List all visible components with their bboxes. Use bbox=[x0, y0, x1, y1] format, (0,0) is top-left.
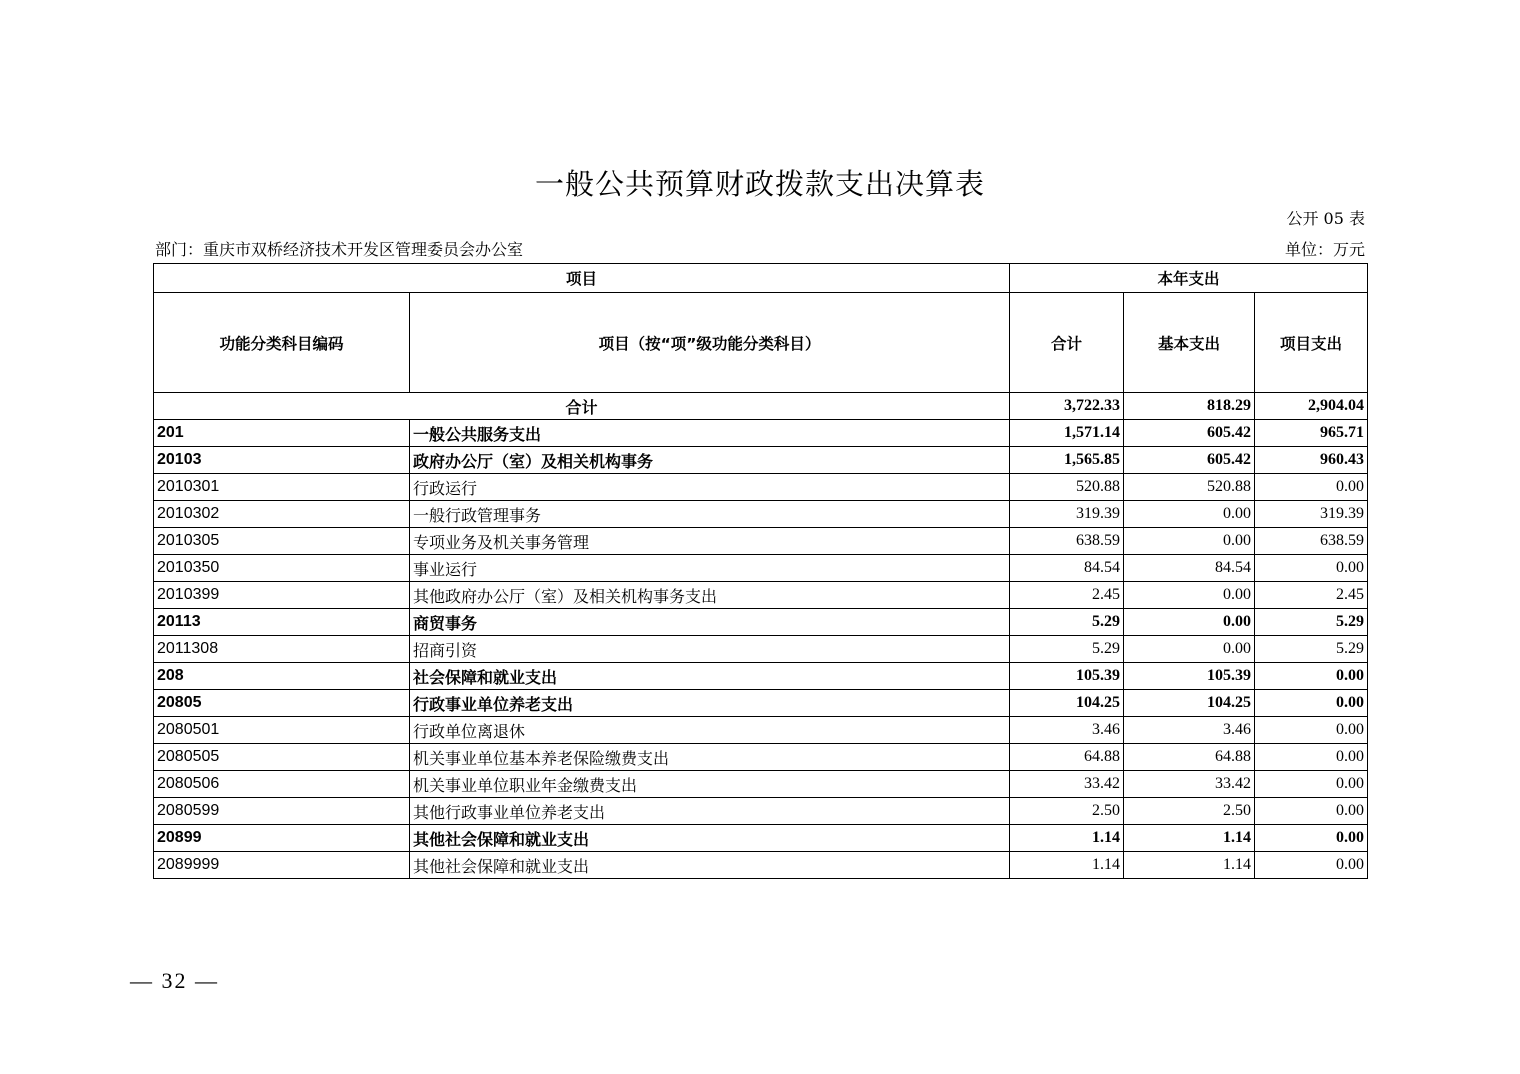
row-basic: 605.42 bbox=[1124, 447, 1255, 474]
row-basic: 3.46 bbox=[1124, 717, 1255, 744]
row-project: 965.71 bbox=[1255, 420, 1368, 447]
row-total: 105.39 bbox=[1010, 663, 1124, 690]
row-total: 1,565.85 bbox=[1010, 447, 1124, 474]
row-basic: 64.88 bbox=[1124, 744, 1255, 771]
row-name: 商贸事务 bbox=[410, 609, 1010, 636]
row-total: 3.46 bbox=[1010, 717, 1124, 744]
row-name: 政府办公厅（室）及相关机构事务 bbox=[410, 447, 1010, 474]
table-row bbox=[154, 474, 1368, 501]
row-code: 2010302 bbox=[154, 501, 410, 528]
row-project: 319.39 bbox=[1255, 501, 1368, 528]
header-total: 合计 bbox=[1010, 293, 1124, 393]
row-basic: 105.39 bbox=[1124, 663, 1255, 690]
row-basic: 1.14 bbox=[1124, 852, 1255, 879]
table-row bbox=[154, 717, 1368, 744]
row-total: 1.14 bbox=[1010, 852, 1124, 879]
row-basic: 520.88 bbox=[1124, 474, 1255, 501]
header-code: 功能分类科目编码 bbox=[154, 293, 410, 393]
row-basic: 84.54 bbox=[1124, 555, 1255, 582]
row-project: 5.29 bbox=[1255, 636, 1368, 663]
budget-table bbox=[153, 263, 1368, 879]
row-code: 2080505 bbox=[154, 744, 410, 771]
row-code: 20113 bbox=[154, 609, 410, 636]
total-sum: 3,722.33 bbox=[1010, 393, 1124, 420]
row-total: 2.50 bbox=[1010, 798, 1124, 825]
row-name: 机关事业单位基本养老保险缴费支出 bbox=[410, 744, 1010, 771]
row-project: 0.00 bbox=[1255, 555, 1368, 582]
row-total: 104.25 bbox=[1010, 690, 1124, 717]
row-name: 事业运行 bbox=[410, 555, 1010, 582]
header-current-year: 本年支出 bbox=[1010, 264, 1368, 293]
row-project: 0.00 bbox=[1255, 825, 1368, 852]
row-name: 社会保障和就业支出 bbox=[410, 663, 1010, 690]
row-code: 20103 bbox=[154, 447, 410, 474]
row-name: 一般公共服务支出 bbox=[410, 420, 1010, 447]
row-project: 960.43 bbox=[1255, 447, 1368, 474]
row-basic: 0.00 bbox=[1124, 528, 1255, 555]
row-total: 319.39 bbox=[1010, 501, 1124, 528]
table-row bbox=[154, 825, 1368, 852]
total-row bbox=[154, 393, 1368, 420]
form-number: 公开 05 表 bbox=[1286, 209, 1365, 228]
row-name: 行政运行 bbox=[410, 474, 1010, 501]
row-code: 2010305 bbox=[154, 528, 410, 555]
row-name: 一般行政管理事务 bbox=[410, 501, 1010, 528]
unit-label: 单位：万元 bbox=[1284, 240, 1365, 259]
row-basic: 104.25 bbox=[1124, 690, 1255, 717]
table-row bbox=[154, 501, 1368, 528]
row-project: 0.00 bbox=[1255, 474, 1368, 501]
table-row bbox=[154, 852, 1368, 879]
table-row bbox=[154, 690, 1368, 717]
table-row bbox=[154, 744, 1368, 771]
row-project: 638.59 bbox=[1255, 528, 1368, 555]
row-code: 20899 bbox=[154, 825, 410, 852]
row-project: 2.45 bbox=[1255, 582, 1368, 609]
row-total: 2.45 bbox=[1010, 582, 1124, 609]
row-code: 2011308 bbox=[154, 636, 410, 663]
row-name: 其他社会保障和就业支出 bbox=[410, 852, 1010, 879]
row-total: 5.29 bbox=[1010, 609, 1124, 636]
row-name: 招商引资 bbox=[410, 636, 1010, 663]
row-name: 其他行政事业单位养老支出 bbox=[410, 798, 1010, 825]
row-basic: 2.50 bbox=[1124, 798, 1255, 825]
row-project: 5.29 bbox=[1255, 609, 1368, 636]
header-row-columns bbox=[154, 293, 1368, 393]
table-row bbox=[154, 663, 1368, 690]
row-code: 201 bbox=[154, 420, 410, 447]
department-label: 部门：重庆市双桥经济技术开发区管理委员会办公室 bbox=[155, 240, 524, 259]
table-row bbox=[154, 636, 1368, 663]
page-number: — 32 — bbox=[130, 968, 219, 993]
row-name: 行政单位离退休 bbox=[410, 717, 1010, 744]
row-code: 2010399 bbox=[154, 582, 410, 609]
row-total: 1.14 bbox=[1010, 825, 1124, 852]
row-total: 33.42 bbox=[1010, 771, 1124, 798]
row-project: 0.00 bbox=[1255, 798, 1368, 825]
row-code: 2080501 bbox=[154, 717, 410, 744]
row-name: 其他政府办公厅（室）及相关机构事务支出 bbox=[410, 582, 1010, 609]
row-name: 机关事业单位职业年金缴费支出 bbox=[410, 771, 1010, 798]
row-basic: 33.42 bbox=[1124, 771, 1255, 798]
row-name: 行政事业单位养老支出 bbox=[410, 690, 1010, 717]
row-basic: 0.00 bbox=[1124, 636, 1255, 663]
table-row bbox=[154, 555, 1368, 582]
table-row bbox=[154, 447, 1368, 474]
row-total: 520.88 bbox=[1010, 474, 1124, 501]
row-project: 0.00 bbox=[1255, 771, 1368, 798]
row-total: 64.88 bbox=[1010, 744, 1124, 771]
row-project: 0.00 bbox=[1255, 852, 1368, 879]
row-code: 2080506 bbox=[154, 771, 410, 798]
row-code: 2010350 bbox=[154, 555, 410, 582]
table-row bbox=[154, 609, 1368, 636]
row-name: 专项业务及机关事务管理 bbox=[410, 528, 1010, 555]
header-row-group bbox=[154, 264, 1368, 293]
total-project: 2,904.04 bbox=[1255, 393, 1368, 420]
row-code: 2080599 bbox=[154, 798, 410, 825]
row-basic: 0.00 bbox=[1124, 609, 1255, 636]
row-total: 84.54 bbox=[1010, 555, 1124, 582]
row-basic: 0.00 bbox=[1124, 501, 1255, 528]
row-total: 638.59 bbox=[1010, 528, 1124, 555]
row-basic: 0.00 bbox=[1124, 582, 1255, 609]
table-row bbox=[154, 420, 1368, 447]
header-name: 项目（按“项”级功能分类科目） bbox=[410, 293, 1010, 393]
row-project: 0.00 bbox=[1255, 717, 1368, 744]
table-row bbox=[154, 582, 1368, 609]
row-project: 0.00 bbox=[1255, 690, 1368, 717]
table-row bbox=[154, 528, 1368, 555]
document-title: 一般公共预算财政拨款支出决算表 bbox=[534, 167, 985, 201]
header-project: 项目支出 bbox=[1255, 293, 1368, 393]
total-basic: 818.29 bbox=[1124, 393, 1255, 420]
row-code: 20805 bbox=[154, 690, 410, 717]
row-project: 0.00 bbox=[1255, 663, 1368, 690]
table-row bbox=[154, 798, 1368, 825]
header-basic: 基本支出 bbox=[1124, 293, 1255, 393]
row-name: 其他社会保障和就业支出 bbox=[410, 825, 1010, 852]
row-basic: 1.14 bbox=[1124, 825, 1255, 852]
row-total: 1,571.14 bbox=[1010, 420, 1124, 447]
row-project: 0.00 bbox=[1255, 744, 1368, 771]
row-code: 2089999 bbox=[154, 852, 410, 879]
total-label: 合计 bbox=[154, 393, 1010, 420]
row-code: 2010301 bbox=[154, 474, 410, 501]
row-total: 5.29 bbox=[1010, 636, 1124, 663]
row-basic: 605.42 bbox=[1124, 420, 1255, 447]
header-item: 项目 bbox=[154, 264, 1010, 293]
table-row bbox=[154, 771, 1368, 798]
row-code: 208 bbox=[154, 663, 410, 690]
